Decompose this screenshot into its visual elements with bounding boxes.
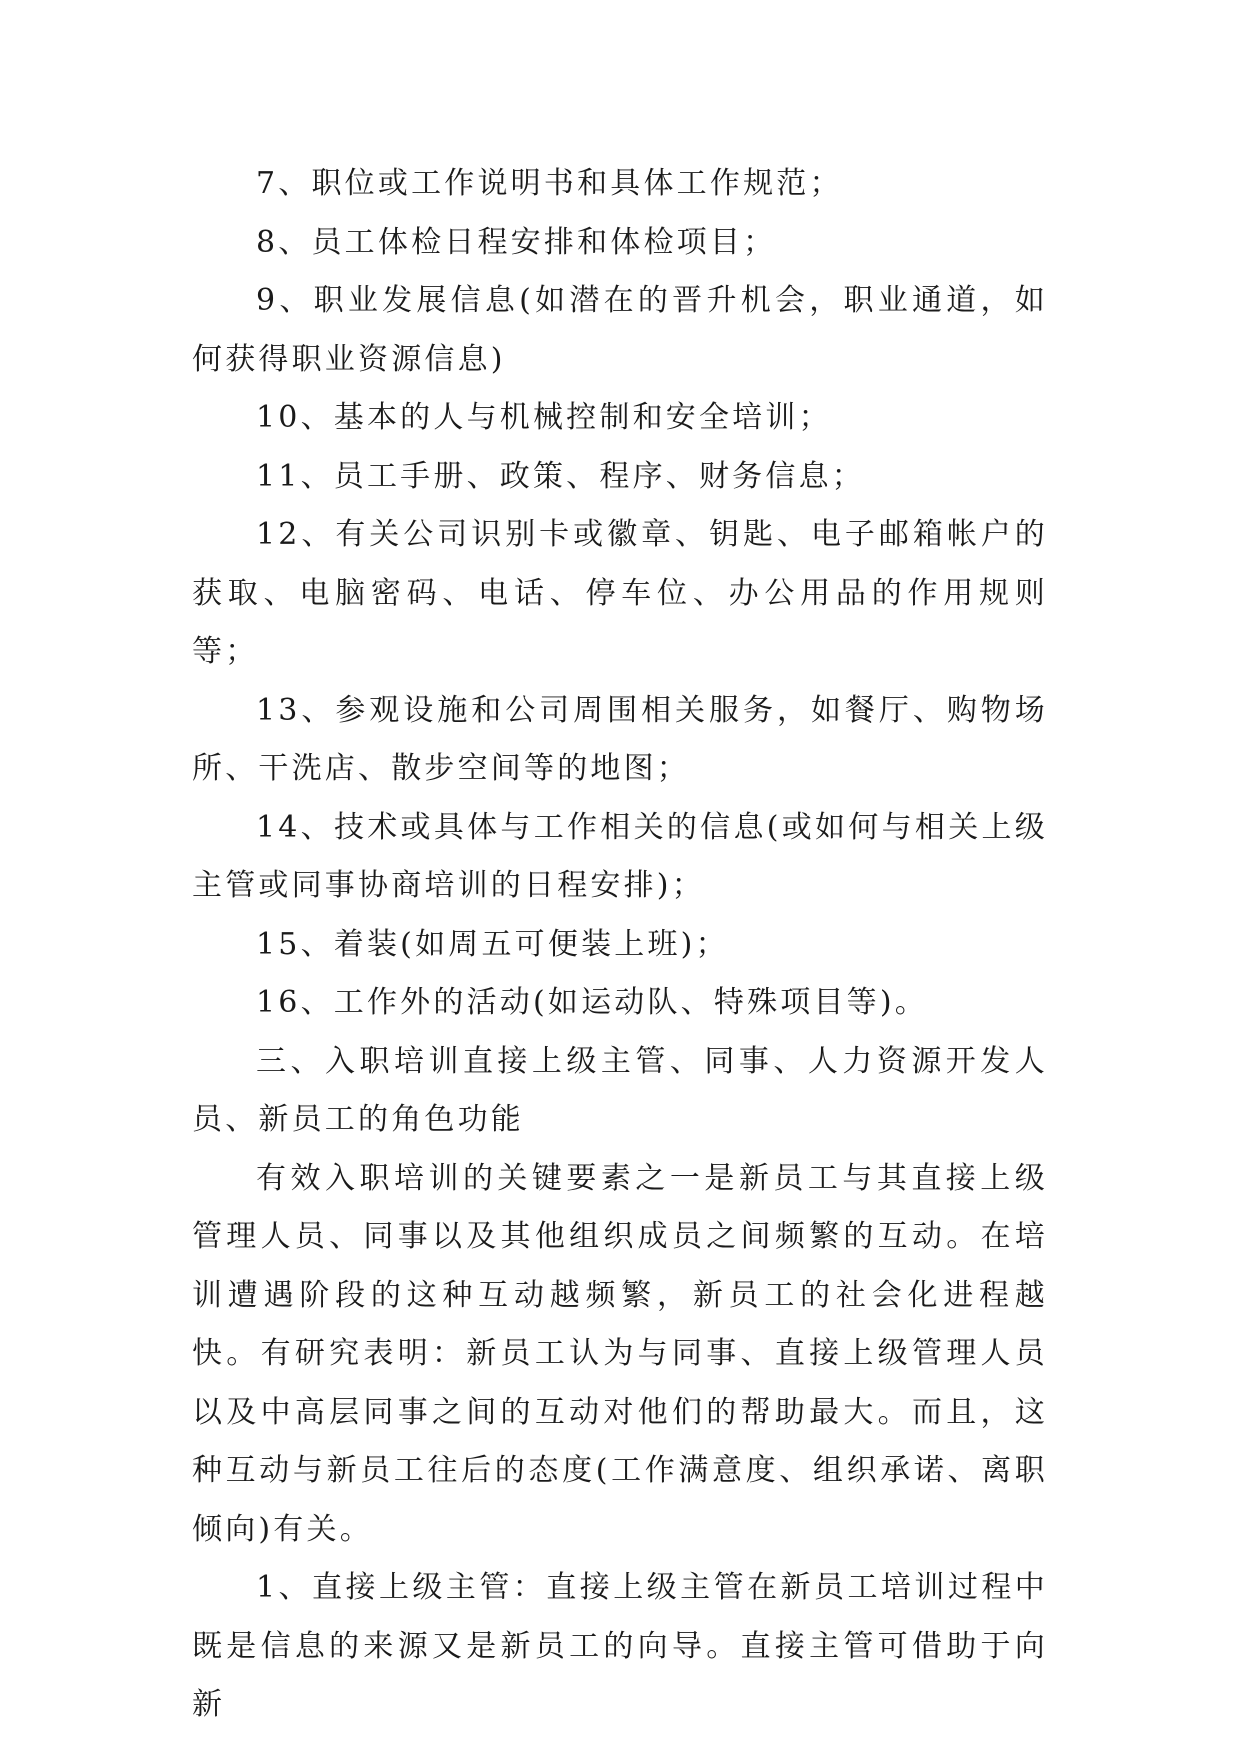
list-item-9: 9、职业发展信息(如潜在的晋升机会，职业通道，如何获得职业资源信息)	[192, 283, 1048, 377]
body-paragraph: 有效入职培训的关键要素之一是新员工与其直接上级管理人员、同事以及其他组织成员之间频繁的互动。在培训遭遇阶段的这种互动越频繁，新员工的社会化进程越快。有研究表明：新员工认为与同事、直接上级管理人员以及中高层同事之间的互动对他们的帮助最大。而且，这种互动与新员工往后的态度(工作满意度、组织承诺、离职倾向)有关。	[192, 1160, 1048, 1547]
list-item-15: 15、着装(如周五可便装上班)；	[256, 926, 729, 962]
list-item-11: 11、员工手册、政策、程序、财务信息；	[256, 458, 865, 494]
list-item-12: 12、有关公司识别卡或徽章、钥匙、电子邮箱帐户的获取、电脑密码、电话、停车位、办公用品的作用规则等；	[192, 517, 1048, 669]
list-item-14: 14、技术或具体与工作相关的信息(或如何与相关上级主管或同事协商培训的日程安排)；	[192, 809, 1048, 903]
section-heading: 三、入职培训直接上级主管、同事、人力资源开发人员、新员工的角色功能	[192, 1043, 1048, 1137]
list-item-10: 10、基本的人与机械控制和安全培训；	[256, 400, 832, 435]
role-item-1: 1、直接上级主管：直接上级主管在新员工培训过程中既是信息的来源又是新员工的向导。直接主管可借助于向新	[192, 1570, 1048, 1722]
list-item-7: 7、职位或工作说明书和具体工作规范；	[256, 166, 843, 201]
document-body	[192, 155, 1048, 1735]
list-item-8: 8、员工体检日程安排和体检项目；	[256, 224, 777, 260]
list-item-16: 16、工作外的活动(如运动队、特殊项目等)。	[256, 985, 928, 1020]
list-item-13: 13、参观设施和公司周围相关服务，如餐厅、购物场所、干洗店、散步空间等的地图；	[192, 692, 1048, 786]
